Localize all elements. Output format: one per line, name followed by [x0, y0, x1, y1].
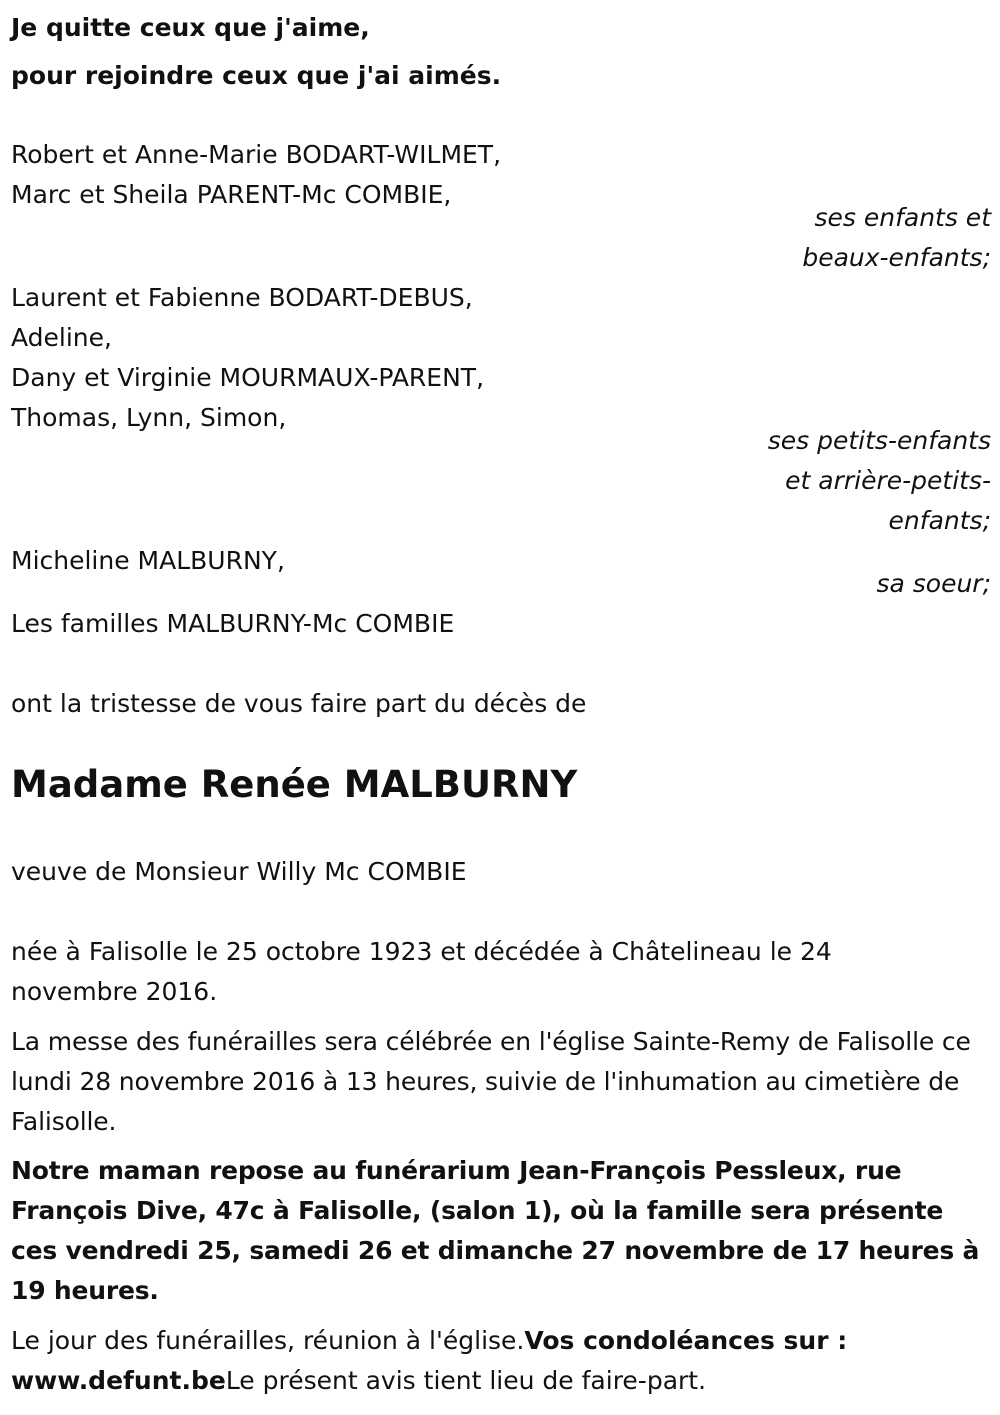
birth-death-paragraph: née à Falisolle le 25 octobre 1923 et décédée à Châtelineau le 24 novembre 2016. [11, 937, 832, 1006]
deceased-name: Madame Renée MALBURNY [11, 763, 578, 806]
funeral-home-paragraph: Notre maman repose au funérarium Jean-François Pessleux, rue François Dive, 47c à Falisolle, (salon 1), où la famille sera présente ces vendredi 25, samedi 26 et dimanche 27 novembre de 17 heures à 19 heures. [11, 1156, 980, 1305]
epigraph-line-1: Je quitte ceux que j'aime, [11, 13, 370, 42]
closing-text-2: Le présent avis tient lieu de faire-part. [225, 1366, 707, 1395]
grandchild-name: Dany et Virginie MOURMAUX-PARENT, [11, 363, 485, 392]
announcement-text: ont la tristesse de vous faire part du décès de [11, 689, 587, 718]
closing-text-1: Le jour des funérailles, réunion à l'église. [11, 1326, 525, 1355]
condolences-link[interactable]: Vos condoléances sur : www.defunt.be [11, 1326, 848, 1395]
closing-paragraph [11, 1321, 911, 1401]
grandchildren-relation: et arrière-petits- [785, 466, 991, 495]
children-relation: beaux-enfants; [802, 243, 991, 272]
grandchildren-relation: enfants; [888, 506, 991, 535]
child-name: Marc et Sheila PARENT-Mc COMBIE, [11, 180, 452, 209]
epigraph-line-2: pour rejoindre ceux que j'ai aimés. [11, 61, 502, 90]
children-relation: ses enfants et [814, 203, 991, 232]
grandchild-name: Thomas, Lynn, Simon, [11, 403, 287, 432]
mass-paragraph: La messe des funérailles sera célébrée en l'église Sainte-Remy de Falisolle ce lundi 28 novembre 2016 à 13 heures, suivie de l'inhumation au cimetière de Falisolle. [11, 1027, 971, 1136]
grandchild-name: Adeline, [11, 323, 112, 352]
widow-of-line: veuve de Monsieur Willy Mc COMBIE [11, 857, 467, 886]
grandchildren-relation: ses petits-enfants [767, 426, 991, 455]
families-line: Les familles MALBURNY-Mc COMBIE [11, 609, 455, 638]
child-name: Robert et Anne-Marie BODART-WILMET, [11, 140, 502, 169]
grandchild-name: Laurent et Fabienne BODART-DEBUS, [11, 283, 473, 312]
sister-name: Micheline MALBURNY, [11, 546, 285, 575]
sister-relation: sa soeur; [876, 569, 991, 598]
